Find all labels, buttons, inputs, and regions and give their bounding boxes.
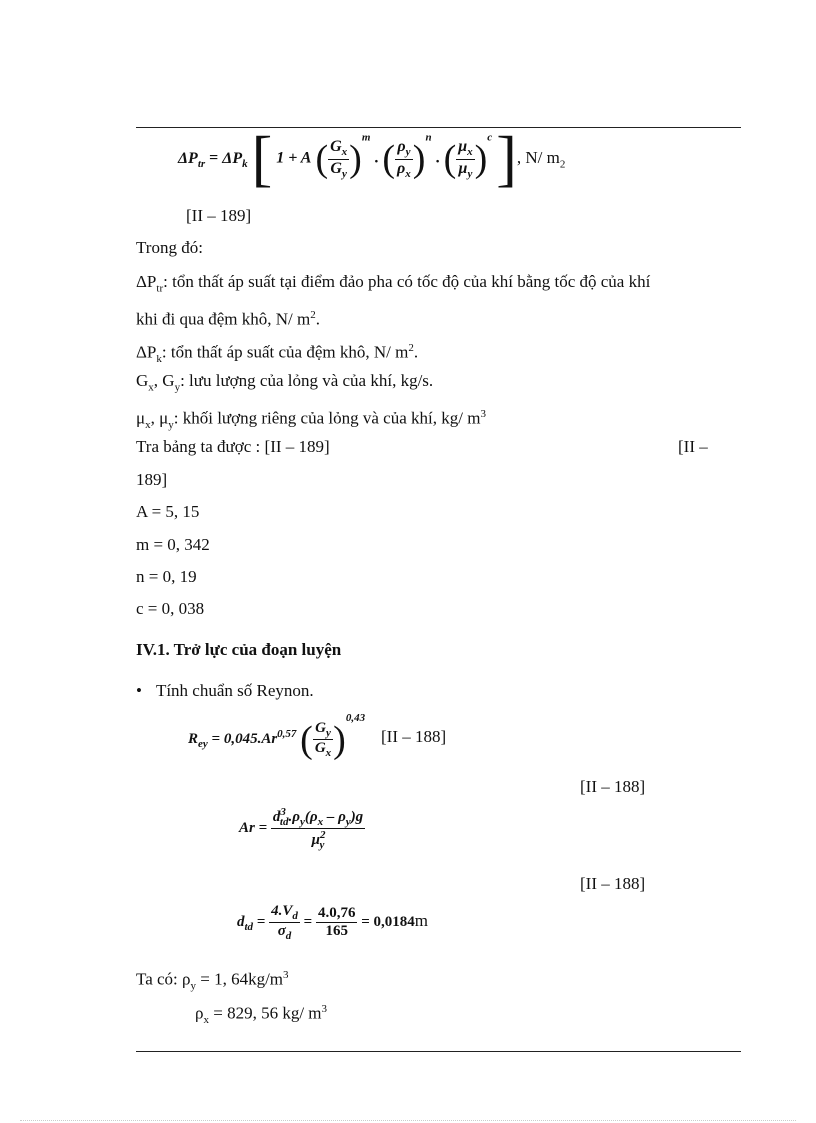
tra-bang-ref-right: [II – xyxy=(678,437,708,456)
tra-bang-line: Tra bảng ta được : [II – 189] xyxy=(136,437,330,456)
value-a: A = 5, 15 xyxy=(136,502,200,521)
definition-delta-p-tr: $\Delta P_{tr}$: tổn thất áp suất tại điểm đảo pha có tốc độ của khí bằng tốc độ của khí xyxy=(136,272,651,295)
pressure-drop-equation: $\Delta P_{tr} = \Delta P_k$ [ 1 + A ( $\frac{G_x}{G_y}$ )$^m$ . ( $\frac{\rho_y}{\rho_x}$ )$^n$ . ( $\frac{\mu_x}{\mu_y}$ )$^c$ ], N/ $m_2$ xyxy=(178,125,566,193)
tra-bang-ref-cont: 189] xyxy=(136,470,168,489)
reference-189: [II – 189] xyxy=(186,206,252,225)
definition-mu: $\mu_x$, $\mu_y$: khối lượng riêng của lỏng và của khí, kg/ $m^3$ xyxy=(136,408,486,432)
footer-rule xyxy=(136,1051,741,1052)
bullet-icon: • xyxy=(136,681,142,700)
definition-delta-p-k: $\Delta P_k$: tổn thất áp suất của đệm khô, N/ $m^2$. xyxy=(136,342,419,366)
reference-188-a: [II – 188] xyxy=(580,777,646,796)
rho-x-line: $\rho_x = 829$, 56 kg/ $m^3$ xyxy=(195,1003,328,1027)
bullet-item: • Tính chuẩn số Reynon. xyxy=(136,681,314,700)
value-c: c = 0, 038 xyxy=(136,599,205,618)
value-n: n = 0, 19 xyxy=(136,567,197,586)
diameter-equation: $d_{td}$ = $\frac{4.V_d}{\sigma_d}$ = $\frac{4.0,76}{165}$ = 0,0184m xyxy=(237,903,428,942)
definition-delta-p-tr-cont: khi đi qua đệm khô, N/ $m^2$. xyxy=(136,309,320,329)
value-m: m = 0, 342 xyxy=(136,535,210,554)
section-heading: IV.1. Trở lực của đoạn luyện xyxy=(136,640,342,659)
archimedes-equation: Ar = $\frac{d^3_{td}.\rho_y(\rho_x - \rho_y)g}{\mu^2_y}$ xyxy=(239,806,364,851)
reference-188-inline: [II – 188] xyxy=(381,727,447,746)
reynolds-equation: $R_{ey} = 0,045.Ar^{0,57}$ ( $\frac{G_y}{G_x}$ )$^{0,43}$ xyxy=(188,712,366,761)
page-bottom-edge xyxy=(20,1120,796,1121)
reference-188-b: [II – 188] xyxy=(580,874,646,893)
definition-g: $G_x$, $G_y$: lưu lượng của lỏng và của khí, kg/s. xyxy=(136,371,434,394)
ta-co-line: Ta có: $\rho_y = 1$, $64kg/m^3$ xyxy=(136,969,289,993)
trong-do-label: Trong đó: xyxy=(136,238,203,257)
